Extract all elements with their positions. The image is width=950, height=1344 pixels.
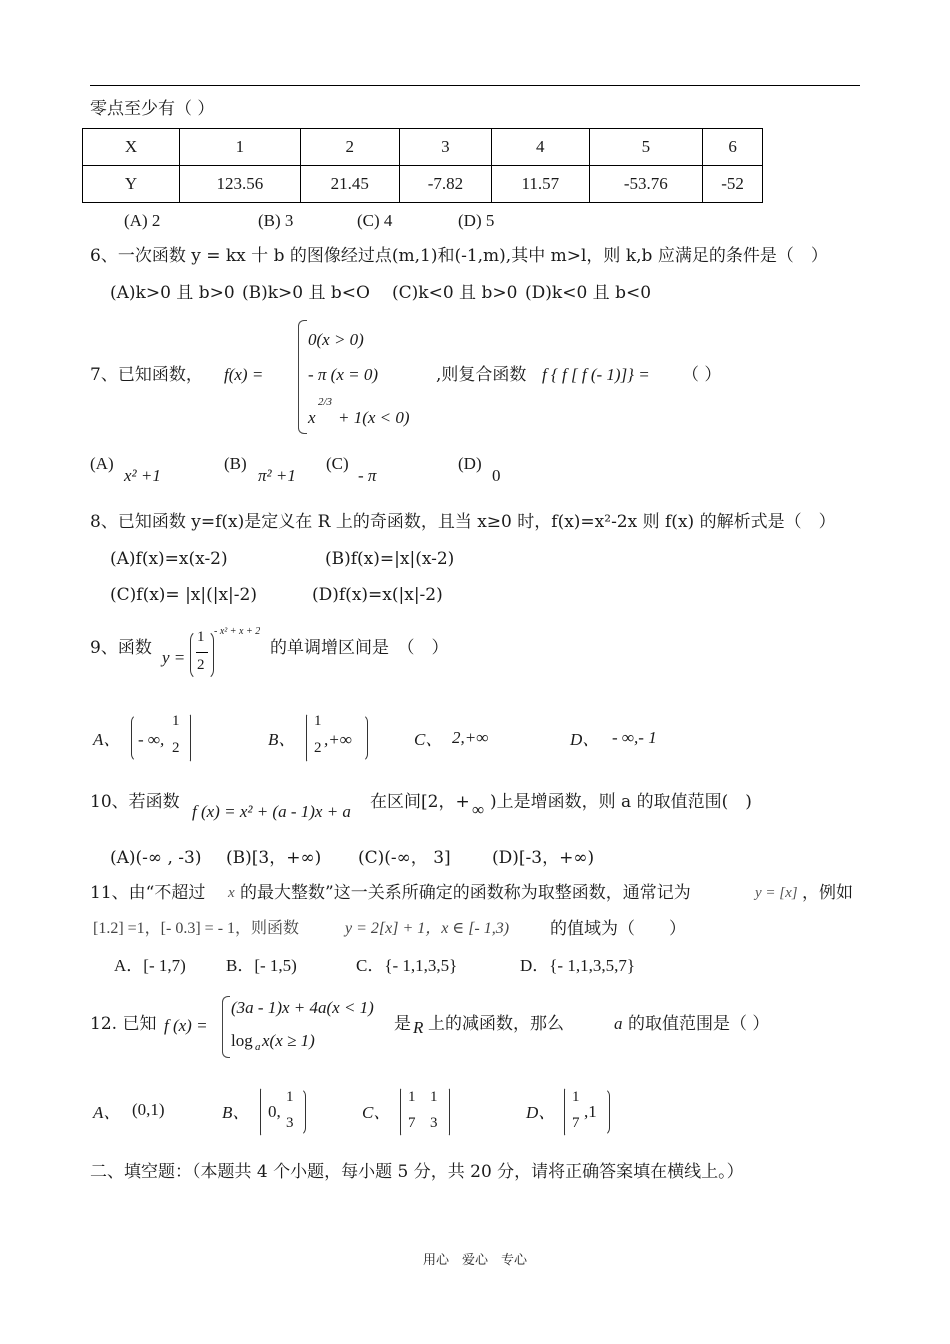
q12-option-b-label: B、 — [222, 1103, 250, 1122]
table-cell: -53.76 — [589, 166, 703, 203]
q8-option-b: (B)f(x)=|x|(x-2) — [325, 549, 455, 569]
q7-option-a-value: x² +1 — [124, 466, 161, 485]
q8-option-c: (C)f(x)= |x|(|x|-2) — [110, 585, 257, 605]
q12-option-b-num: 1 — [286, 1089, 294, 1105]
q7-option-b-value: π² +1 — [258, 466, 296, 485]
q12-suffix-b: 上的减函数，那么 — [428, 1014, 564, 1034]
q9-option-b-den: 2 — [314, 740, 322, 756]
q6-option-a: (A)k>0 且 b>0 — [110, 283, 235, 303]
q12-option-d-post: ,1 — [584, 1102, 597, 1121]
question-10-prefix: 10、若函数 — [90, 792, 180, 812]
q12-option-c-num-2: 1 — [430, 1089, 438, 1105]
q9-option-b-label: B、 — [268, 730, 296, 749]
table-cell: -52 — [703, 166, 763, 203]
question-11-line-1b: 的最大整数”这一关系所确定的函数称为取整函数，通常记为 — [240, 883, 691, 903]
q9-option-a-den: 2 — [172, 740, 180, 756]
table-cell: 1 — [180, 129, 301, 166]
q7-option-c-label: (C) — [326, 454, 349, 473]
header-rule — [90, 85, 860, 86]
q11-option-c: C．{- 1,1,3,5} — [356, 956, 458, 975]
q9-option-a-value: - ∞, — [138, 730, 165, 749]
q12-option-b-pre: 0, — [268, 1102, 281, 1121]
q6-option-d: (D)k<0 且 b<0 — [525, 283, 652, 303]
q7-paren: （ ） — [682, 365, 722, 385]
q12-option-c-label: C、 — [362, 1103, 391, 1122]
table-cell: 123.56 — [180, 166, 301, 203]
q5-option-a: (A) 2 — [124, 211, 161, 230]
q12-symbol-r: R — [413, 1018, 424, 1037]
question-6-stem: 6、一次函数 y = kx 十 b 的图像经过点(m,1)和(-1,m),其中 m>l，则 k,b 应满足的条件是（ ） — [90, 246, 828, 266]
q12-option-c-num-1: 1 — [408, 1089, 416, 1105]
q12-option-d-den: 7 — [572, 1115, 580, 1131]
q7-option-d-label: (D) — [458, 454, 482, 473]
q12-case-1: (3a - 1)x + 4a(x < 1) — [231, 998, 374, 1017]
q12-brace — [222, 996, 230, 1058]
q7-option-a-label: (A) — [90, 454, 114, 473]
q10-suffix-2: )上是增函数，则 a 的取值范围( ) — [490, 792, 752, 812]
table-cell: 4 — [491, 129, 589, 166]
question-11-line-1a: 11、由“不超过 — [90, 883, 206, 903]
q10-formula: f (x) = x² + (a - 1)x + a — [192, 802, 351, 821]
table-cell: 3 — [399, 129, 491, 166]
page-footer: 用心 爱心 专心 — [422, 1253, 527, 1268]
q11-option-a: A．[- 1,7) — [114, 956, 186, 975]
table-cell: 6 — [703, 129, 763, 166]
q10-infinity: ∞ — [472, 800, 485, 819]
q12-symbol-a: a — [614, 1014, 623, 1033]
q8-option-a: (A)f(x)=x(x-2) — [110, 549, 228, 569]
q8-option-d: (D)f(x)=x(|x|-2) — [312, 585, 443, 605]
q9-numerator: 1 — [197, 629, 205, 645]
q9-option-a-label: A、 — [93, 730, 121, 749]
q11-option-b: B．[- 1,5) — [226, 956, 297, 975]
q12-case-2-log: log — [231, 1031, 253, 1050]
q7-composite: f { f [ f (- 1)]} = — [542, 365, 650, 384]
q6-option-b: (B)k>0 且 b<O — [242, 283, 370, 303]
q12-case-2-sub: a — [255, 1041, 261, 1053]
q7-f-lhs: f(x) = — [224, 365, 264, 384]
q7-suffix: ,则复合函数 — [436, 365, 527, 385]
q9-fraction-bar — [196, 652, 208, 653]
q9-option-d-label: D、 — [570, 730, 600, 749]
question-5-intro: 零点至少有（ ） — [90, 99, 215, 119]
q12-suffix-a: 是 — [394, 1014, 411, 1034]
q9-denominator: 2 — [197, 657, 205, 673]
q12-option-b-interval — [260, 1088, 306, 1136]
q11-x-symbol: x — [228, 885, 235, 901]
q9-option-b-num: 1 — [314, 713, 322, 729]
q7-case-1: 0(x > 0) — [308, 330, 364, 349]
q7-option-b-label: (B) — [224, 454, 247, 473]
table-row — [83, 166, 763, 203]
q11-option-d: D．{- 1,1,3,5,7} — [520, 956, 636, 975]
question-11-line-1c: ，例如 — [802, 883, 853, 903]
q12-case-2-rest: x(x ≥ 1) — [262, 1031, 315, 1050]
q10-option-b: (B)[3，+∞) — [226, 848, 322, 868]
table-cell: 11.57 — [491, 166, 589, 203]
q12-option-d-label: D、 — [526, 1103, 556, 1122]
q9-option-c-value: 2,+∞ — [452, 728, 489, 747]
section-2-heading: 二、填空题：（本题共 4 个小题，每小题 5 分，共 20 分，请将正确答案填在横线上。） — [90, 1162, 744, 1182]
q9-y-eq: y = — [162, 648, 186, 667]
q12-option-c-den-2: 3 — [430, 1115, 438, 1131]
table-row — [83, 129, 763, 166]
question-12-prefix: 12. 已知 — [90, 1014, 157, 1034]
q12-option-d-num: 1 — [572, 1089, 580, 1105]
q9-option-b-value: ,+∞ — [324, 730, 352, 749]
q12-option-a-value: (0,1) — [132, 1100, 165, 1119]
q6-option-c: (C)k<0 且 b>0 — [392, 283, 518, 303]
q10-option-c: (C)(-∞， 3] — [358, 848, 451, 868]
table-cell: 21.45 — [300, 166, 399, 203]
q11-floor-notation: y = [x] — [755, 885, 798, 901]
question-11-line-2a: [1.2] =1，[- 0.3] = - 1，则函数 — [93, 920, 300, 937]
table-cell: Y — [83, 166, 180, 203]
q11-formula: y = 2[x] + 1，x ∈ [- 1,3) — [345, 920, 510, 937]
q9-option-a-num: 1 — [172, 713, 180, 729]
q12-option-a-label: A、 — [93, 1103, 121, 1122]
q5-option-b: (B) 3 — [258, 211, 294, 230]
q10-suffix-1: 在区间[2，+ — [370, 792, 470, 812]
table-cell: 5 — [589, 129, 703, 166]
q9-exponent: - x² + x + 2 — [214, 626, 261, 637]
q7-case-2: - π (x = 0) — [308, 365, 379, 384]
q5-option-c: (C) 4 — [357, 211, 393, 230]
q7-option-d-value: 0 — [492, 466, 501, 485]
xy-table — [82, 128, 763, 203]
q12-option-b-den: 3 — [286, 1115, 294, 1131]
q5-option-d: (D) 5 — [458, 211, 495, 230]
q10-option-a: (A)(-∞ , -3) — [110, 848, 202, 868]
question-9-prefix: 9、函数 — [90, 638, 152, 658]
q9-option-d-value: - ∞,- 1 — [612, 728, 657, 747]
q9-option-c-label: C、 — [414, 730, 443, 749]
q7-option-c-value: - π — [358, 466, 377, 485]
question-11-line-2b: 的值域为（ ） — [550, 919, 686, 939]
q9-suffix: 的单调增区间是 （ ） — [270, 638, 449, 658]
table-cell: -7.82 — [399, 166, 491, 203]
q7-brace — [298, 320, 307, 434]
q12-option-c-den-1: 7 — [408, 1115, 416, 1131]
q7-case-3-rest: + 1(x < 0) — [338, 408, 410, 427]
q12-f-lhs: f (x) = — [164, 1016, 208, 1035]
q10-option-d: (D)[-3，+∞) — [492, 848, 595, 868]
question-7-prefix: 7、已知函数， — [90, 365, 203, 385]
table-cell: X — [83, 129, 180, 166]
q12-suffix-c: 的取值范围是（ ） — [628, 1014, 770, 1034]
q7-case-3-base: x — [308, 408, 316, 427]
table-cell: 2 — [300, 129, 399, 166]
q7-case-3-exp: 2/3 — [318, 396, 333, 408]
question-8-stem: 8、已知函数 y=f(x)是定义在 R 上的奇函数，且当 x≥0 时，f(x)=x²-2x 则 f(x) 的解析式是（ ） — [90, 512, 836, 532]
